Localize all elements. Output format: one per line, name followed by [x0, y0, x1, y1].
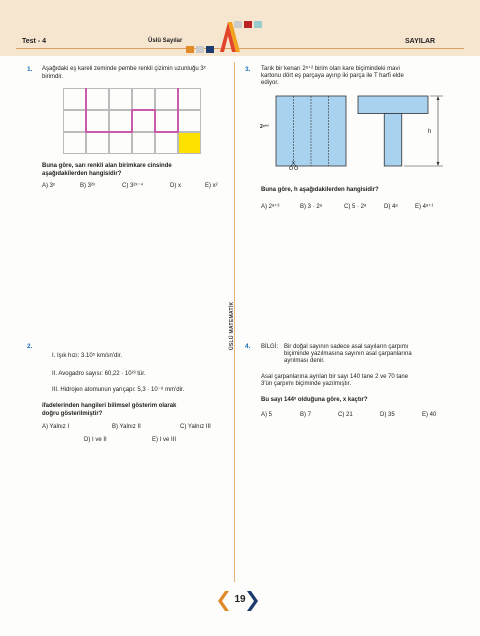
question-1-prompt-2: aşağıdakilerden hangisidir?: [42, 171, 122, 177]
pink-path: [63, 88, 203, 157]
question-3-text-2: kartonu dört eş parçaya ayırıp iki parça ile T harfi elde: [261, 73, 404, 79]
q1-option-a[interactable]: A) 3ˣ: [42, 183, 55, 189]
chapter-title: Üslü Sayılar: [148, 38, 183, 44]
spine-label: ÜSLÜ MATEMATİK: [229, 301, 235, 350]
q4-option-b[interactable]: B) 7: [300, 412, 312, 418]
info-label: BİLGİ:: [261, 344, 279, 350]
info-line-2: biçiminde yazılmasına sayının asal çarpanlarına: [284, 351, 412, 357]
q3-option-d[interactable]: D) 4ᵃ: [384, 204, 398, 210]
info-line-3: ayrılması denir.: [284, 358, 325, 364]
test-label: Test - 4: [22, 38, 46, 45]
h-label: h: [428, 129, 432, 135]
question-4-number: 4.: [245, 343, 251, 350]
question-3-text-1: Tarık bir kenarı 2ᵃ⁺² birim olan kare biçimindeki mavi: [261, 66, 400, 72]
question-3-prompt: Buna göre, h aşağıdakilerden hangisidir?: [261, 187, 379, 193]
q2-option-d[interactable]: D) I ve II: [84, 437, 107, 443]
spine-label-box: [229, 280, 239, 350]
q1-option-b[interactable]: B) 3²ˣ: [80, 183, 95, 189]
question-4-text-1: Asal çarpanlarına ayrılan bir sayı 140 tane 2 ve 70 tane: [261, 374, 409, 380]
q2-option-b[interactable]: B) Yalnız II: [112, 424, 141, 430]
question-1-grid: [63, 88, 203, 157]
publisher-logo: [182, 16, 272, 56]
q4-option-c[interactable]: C) 21: [338, 412, 353, 418]
question-4-prompt: Bu sayı 144ˣ olduğuna göre, x kaçtır?: [261, 397, 368, 403]
info-line-1: Bir doğal sayının sadece asal sayıların çarpımı: [284, 344, 409, 350]
q2-option-e[interactable]: E) I ve III: [152, 437, 177, 443]
q4-option-e[interactable]: E) 40: [422, 412, 437, 418]
q3-option-a[interactable]: A) 2ᵃ⁺³: [261, 204, 280, 210]
question-1-number: 1.: [27, 66, 33, 73]
q3-option-e[interactable]: E) 4ᵃ⁺¹: [415, 204, 434, 210]
q3-option-b[interactable]: B) 3 · 2ᵃ: [300, 204, 322, 210]
q2-item-1: I. Işık hızı: 3.10⁵ km/sn'dir.: [52, 353, 122, 359]
q3-option-c[interactable]: C) 5 · 2ᵃ: [344, 204, 367, 210]
q1-option-d[interactable]: D) x: [170, 183, 181, 189]
question-3-figure: [258, 92, 448, 180]
question-2-prompt-1: ifadelerinden hangileri bilimsel gösterim olarak: [42, 403, 177, 409]
q4-option-d[interactable]: D) 35: [380, 412, 395, 418]
q2-option-c[interactable]: C) Yalnız III: [180, 424, 211, 430]
q4-option-a[interactable]: A) 5: [261, 412, 273, 418]
question-3-text-3: ediyor.: [261, 80, 279, 86]
question-2-number: 2.: [27, 343, 33, 350]
q2-item-2: II. Avogadro sayısı: 60,22 · 10²³ tür.: [52, 371, 146, 377]
question-1-text: Aşağıdaki eş kareli zeminde pembe renkli çizimin uzunluğu 3ˣ birimdir.: [42, 66, 206, 80]
question-2-prompt-2: doğru gösterilmiştir?: [42, 411, 103, 417]
question-3-number: 3.: [245, 66, 251, 73]
page-number: 19: [234, 594, 246, 605]
question-1-prompt-1: Buna göre, sarı renkli alan birimkare cinsinde: [42, 163, 172, 169]
q2-option-a[interactable]: A) Yalnız I: [42, 424, 70, 430]
section-title: SAYILAR: [405, 38, 436, 45]
side-label: 2ᵃ⁺²: [260, 124, 269, 130]
q1-option-c[interactable]: C) 3²ˣ⁻⁴: [122, 183, 144, 189]
q2-item-3: III. Hidrojen atomunun yarıçapı: 5,3 · 10⁻⁸ mm'dir.: [52, 387, 185, 393]
q1-option-e[interactable]: E) x²: [205, 183, 218, 189]
question-4-text-2: 3'ün çarpımı biçiminde yazılmıştır.: [261, 381, 352, 387]
